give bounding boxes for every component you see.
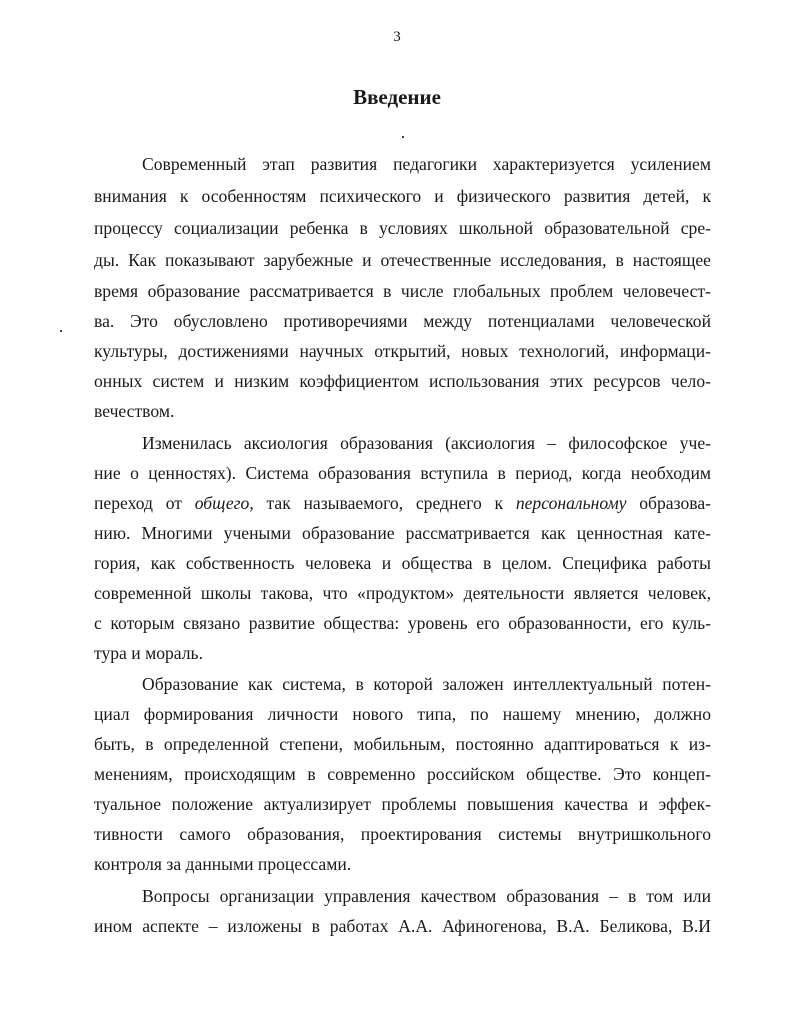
paragraph-1-line-3: процессу социализации ребенка в условиях школьной образовательной сре- <box>94 218 711 238</box>
page-number: 3 <box>393 29 401 45</box>
line-text-middle: , так называемого, среднего к <box>249 493 516 513</box>
paragraph-1-line-7: культуры, достижениями научных открытий, новых технологий, информаци- <box>94 341 711 361</box>
paragraph-2-line-6: современной школы такова, что «продуктом» деятельности является человек, <box>94 583 711 603</box>
paragraph-2-line-4: нию. Многими учеными образование рассматривается как ценностная кате- <box>94 523 711 543</box>
paragraph-2-line-7: с которым связано развитие общества: уровень его образованности, его куль- <box>94 613 711 633</box>
paragraph-3-line-5: туальное положение актуализирует проблемы повышения качества и эффек- <box>94 794 711 814</box>
paragraph-1-line-6: ва. Это обусловлено противоречиями между потенциалами человеческой <box>94 311 711 331</box>
paragraph-3-line-1: Образование как система, в которой заложен интеллектуальный потен- <box>142 674 711 694</box>
scan-mark <box>60 330 62 332</box>
paragraph-3-line-6: тивности самого образования, проектирования системы внутришкольного <box>94 824 711 844</box>
paragraph-1-line-9: вечеством. <box>94 401 175 421</box>
scan-mark <box>402 136 404 138</box>
page-title: Введение <box>353 85 441 109</box>
line-text-after: образова- <box>626 493 711 513</box>
paragraph-2-line-5: гория, как собственность человека и общества в целом. Специфика работы <box>94 553 711 573</box>
paragraph-1-line-2: внимания к особенностям психического и физического развития детей, к <box>94 186 711 206</box>
paragraph-1-line-5: время образование рассматривается в числе глобальных проблем человечест- <box>94 281 711 301</box>
paragraph-1-line-1: Современный этап развития педагогики характеризуется усилением <box>142 154 711 174</box>
paragraph-4-line-1: Вопросы организации управления качеством образования – в том или <box>142 886 711 906</box>
term-general: общего <box>194 493 250 513</box>
line-text-before: переход от <box>94 493 195 513</box>
paragraph-2-line-8: тура и мораль. <box>94 643 203 663</box>
paragraph-3-line-2: циал формирования личности нового типа, по нашему мнению, должно <box>94 704 711 724</box>
term-personal: персональному <box>515 493 627 513</box>
paragraph-3-line-7: контроля за данными процессами. <box>94 854 352 874</box>
paragraph-3-line-3: быть, в определенной степени, мобильным, постоянно адаптироваться к из- <box>94 734 711 754</box>
paragraph-1-line-4: ды. Как показывают зарубежные и отечественные исследования, в настоящее <box>94 250 711 270</box>
paragraph-1-line-8: онных систем и низким коэффициентом использования этих ресурсов чело- <box>94 371 711 391</box>
paragraph-3-line-4: менениям, происходящим в современно российском обществе. Это концеп- <box>94 764 711 784</box>
paragraph-2-line-1: Изменилась аксиология образования (аксиология – философское уче- <box>142 433 711 453</box>
paragraph-2-line-2: ние о ценностях). Система образования вступила в период, когда необходим <box>94 463 711 483</box>
paragraph-4-line-2: ином аспекте – изложены в работах А.А. Афиногенова, В.А. Беликова, В.И <box>94 916 711 936</box>
paragraph-2-line-3 <box>94 488 711 518</box>
